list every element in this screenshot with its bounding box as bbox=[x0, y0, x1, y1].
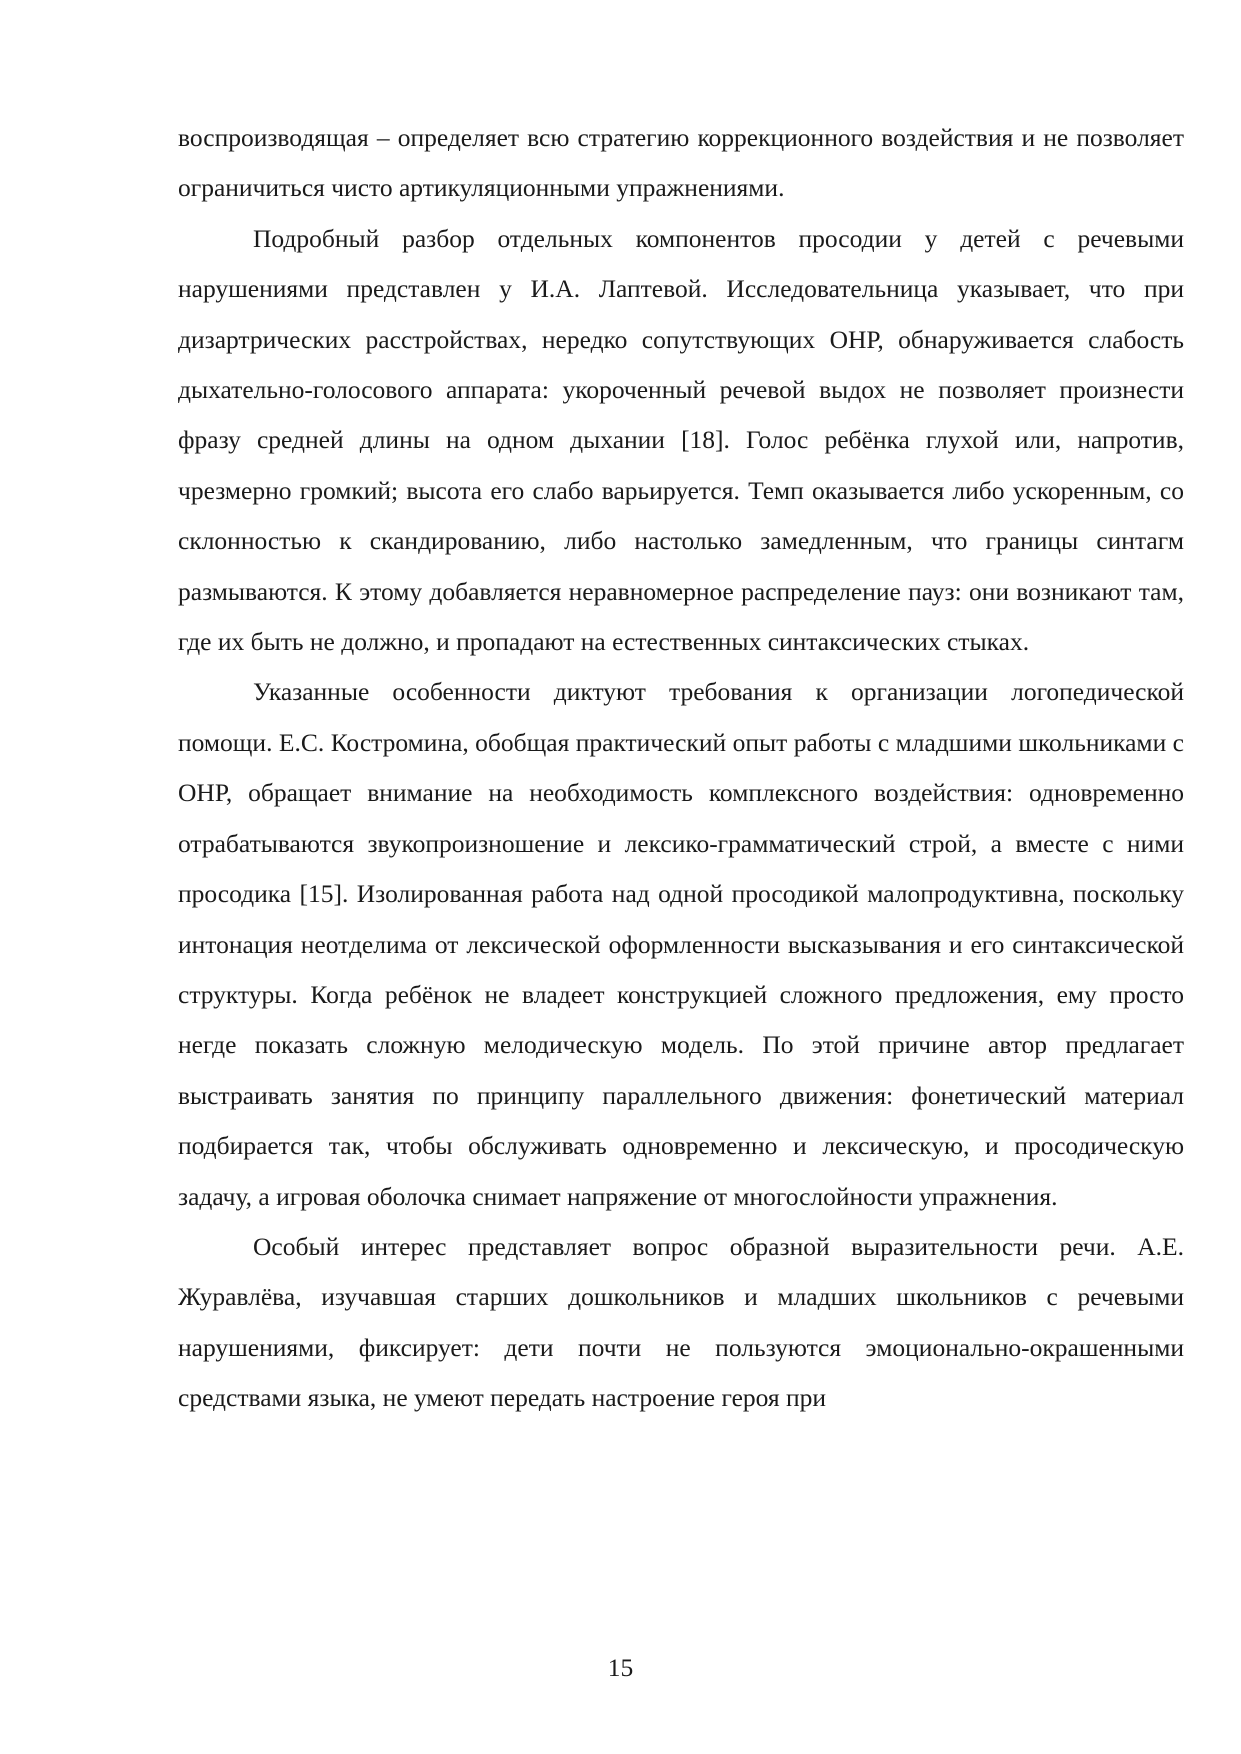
body-text bbox=[178, 113, 1184, 1424]
paragraph-3: Указанные особенности диктуют требования к организации логопедической помощи. Е.С. Костромина, обобщая практический опыт работы с младшими школьниками с ОНР, обращает внимание на необходимость комплексного воздействия: одновременно отрабатываются звукопроизношение и лексико-грамматический строй, а вместе с ними просодика [15]. Изолированная работа над одной просодикой малопродуктивна, поскольку интонация неотделима от лексической оформленности высказывания и его синтаксической структуры. Когда ребёнок не владеет конструкцией сложного предложения, ему просто негде показать сложную мелодическую модель. По этой причине автор предлагает выстраивать занятия по принципу параллельного движения: фонетический материал подбирается так, чтобы обслуживать одновременно и лексическую, и просодическую задачу, а игровая оболочка снимает напряжение от многослойности упражнения. bbox=[178, 677, 1184, 1211]
paragraph-1: воспроизводящая – определяет всю стратегию коррекционного воздействия и не позволяет ограничиться чисто артикуляционными упражнениями. bbox=[178, 123, 1184, 203]
page-number: 15 bbox=[607, 1653, 634, 1682]
paragraph-4: Особый интерес представляет вопрос образной выразительности речи. А.Е. Журавлёва, изучавшая старших дошкольников и младших школьников с речевыми нарушениями, фиксирует: дети почти не пользуются эмоционально-окрашенными средствами языка, не умеют передать настроение героя при bbox=[178, 1231, 1184, 1413]
paragraph-2: Подробный разбор отдельных компонентов просодии у детей с речевыми нарушениями представлен у И.А. Лаптевой. Исследовательница указывает, что при дизартрических расстройствах, нередко сопутствующих ОНР, обнаруживается слабость дыхательно-голосового аппарата: укороченный речевой выдох не позволяет произнести фразу средней длины на одном дыхании [18]. Голос ребёнка глухой или, напротив, чрезмерно громкий; высота его слабо варьируется. Темп оказывается либо ускоренным, со склонностью к скандированию, либо настолько замедленным, что границы синтагм размываются. К этому добавляется неравномерное распределение пауз: они возникают там, где их быть не должно, и пропадают на естественных синтаксических стыках. bbox=[178, 223, 1184, 657]
